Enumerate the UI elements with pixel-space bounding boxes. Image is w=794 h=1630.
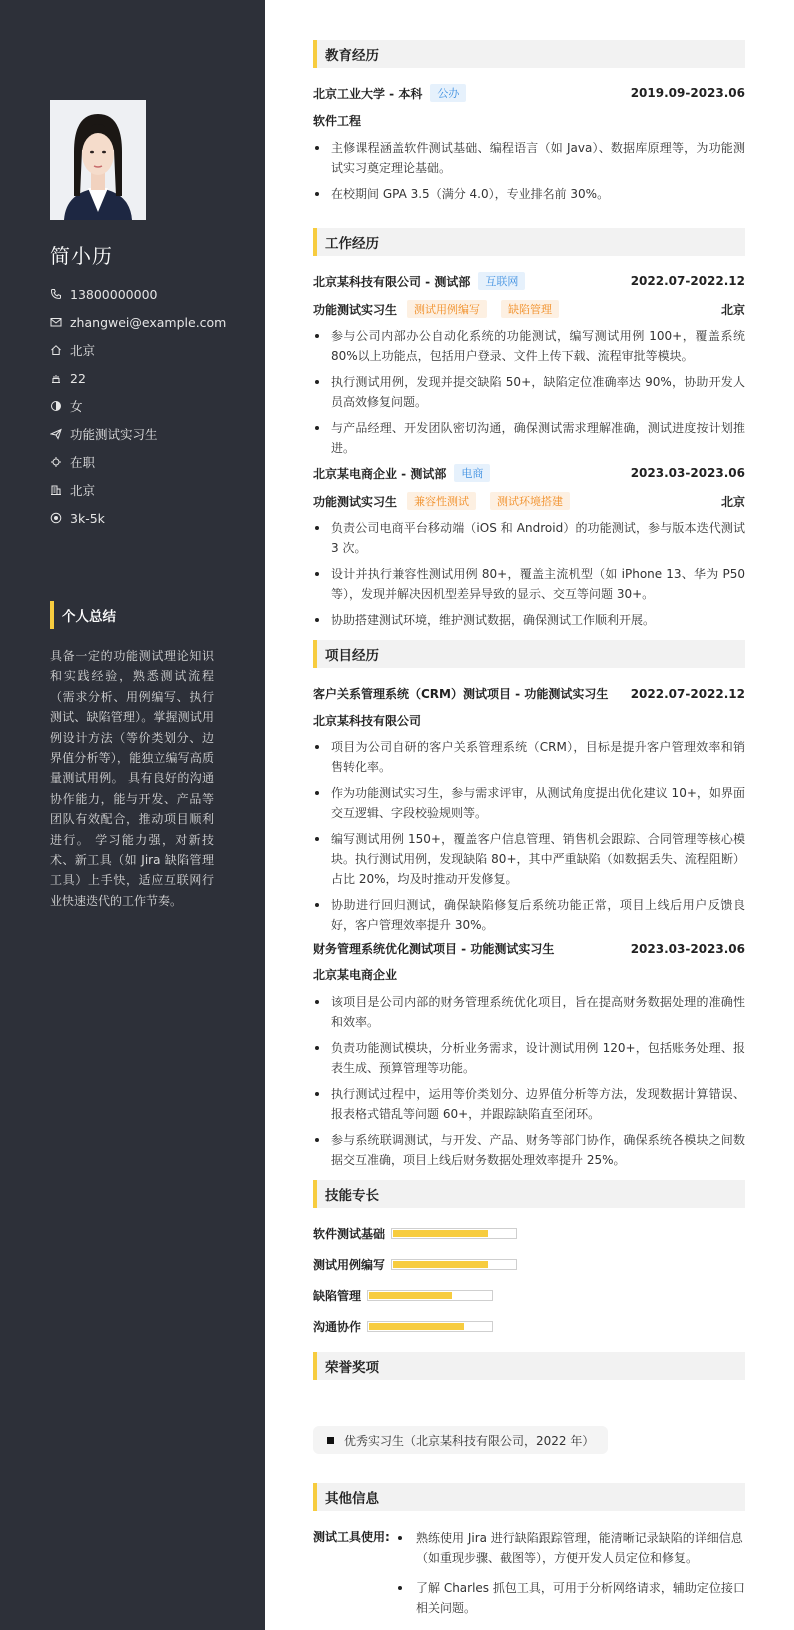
job-2-company: 北京某电商企业 - 测试部	[313, 466, 447, 481]
summary-text: 具备一定的功能测试理论知识和实践经验，熟悉测试流程（需求分析、用例编写、执行测试、缺陷管理）。掌握测试用例设计方法（等价类划分、边界值分析等），能独立编写高质量测试用例。 具有良好的沟通协作能力，能与开发、产品等团队有效配合，推动项目顺利进行。 学习能力强，对新技术、新工具（如 Jira 缺陷管理工具）上手快，适应互联网行业快速迭代的工作节奏。	[50, 649, 214, 908]
major: 软件工程	[313, 114, 362, 128]
contact-info-list	[50, 280, 250, 532]
info-salary	[50, 504, 250, 532]
city-icon	[50, 484, 62, 496]
skill-name: 沟通协作	[313, 1320, 362, 1334]
job-2-role-row	[313, 492, 745, 510]
project-1-company-row	[313, 712, 745, 729]
job-2-role: 功能测试实习生	[313, 494, 398, 509]
other-section-title: 其他信息	[313, 1483, 745, 1511]
profile-photo	[50, 100, 146, 220]
info-phone	[50, 280, 250, 308]
mail-icon	[50, 316, 62, 328]
job-2-skill-tag: 测试环境搭建	[490, 492, 570, 510]
info-position	[50, 420, 250, 448]
award-text: 优秀实习生（北京某科技有限公司，2022 年）	[344, 1433, 595, 1448]
skill-level-fill	[393, 1261, 488, 1268]
projects-section-title: 项目经历	[313, 640, 745, 668]
list-item: 主修课程涵盖软件测试基础、编程语言（如 Java）、数据库原理等，为功能测试实习奠定理论基础。	[313, 138, 745, 178]
list-item: 负责公司电商平台移动端（iOS 和 Android）的功能测试，参与版本迭代测试 3 次。	[313, 518, 745, 558]
list-item: 该项目是公司内部的财务管理系统优化项目，旨在提高财务数据处理的准确性和效率。	[313, 992, 745, 1032]
skills-section-title: 技能专长	[313, 1180, 745, 1208]
job-2-industry-tag: 电商	[454, 464, 490, 482]
project-1-date: 2022.07-2022.12	[630, 686, 745, 701]
job-1-header	[313, 272, 745, 290]
list-item: 熟练使用 Jira 进行缺陷跟踪管理，能清晰记录缺陷的详细信息（如重现步骤、截图等），方便开发人员定位和修复。	[398, 1528, 745, 1568]
skill-level-fill	[393, 1230, 488, 1237]
send-icon	[50, 428, 62, 440]
job-1-skill-tag: 缺陷管理	[501, 300, 559, 318]
tools-bullets	[398, 1528, 745, 1628]
phone-icon	[50, 288, 62, 300]
skill-level-fill	[369, 1292, 452, 1299]
skill-row	[313, 1318, 493, 1335]
email-text: zhangwei@example.com	[70, 314, 227, 330]
project-2-header	[313, 940, 745, 957]
list-item: 协助进行回归测试，确保缺陷修复后系统功能正常，项目上线后用户反馈良好，客户管理效率提升 30%。	[313, 895, 745, 935]
list-item: 了解 Charles 抓包工具，可用于分析网络请求，辅助定位接口相关问题。	[398, 1578, 745, 1618]
tools-label: 测试工具使用:	[313, 1530, 390, 1544]
info-location	[50, 336, 250, 364]
education-section-title: 教育经历	[313, 40, 745, 68]
job-1-skill-tag: 测试用例编写	[407, 300, 487, 318]
job-2-header	[313, 464, 745, 482]
location-text: 北京	[70, 343, 96, 358]
list-item: 执行测试过程中，运用等价类划分、边界值分析等方法，发现数据计算错误、报表格式错乱等问题 60+，并跟踪缺陷直至闭环。	[313, 1084, 745, 1124]
job-2-skill-tag: 兼容性测试	[407, 492, 476, 510]
honors-section-title: 荣誉奖项	[313, 1352, 745, 1380]
status-icon	[50, 456, 62, 468]
job-2-bullets	[313, 518, 745, 636]
skill-row	[313, 1225, 517, 1242]
work-section-title: 工作经历	[313, 228, 745, 256]
list-item: 与产品经理、开发团队密切沟通，确保测试需求理解准确，测试进度按计划推进。	[313, 418, 745, 458]
job-1-role-row	[313, 300, 745, 318]
education-bullets	[313, 138, 745, 210]
list-item: 协助搭建测试环境，维护测试数据，确保测试工作顺利开展。	[313, 610, 745, 630]
candidate-name: 简小历	[50, 244, 113, 268]
gender-icon	[50, 400, 62, 412]
info-age	[50, 364, 250, 392]
status-text: 在职	[70, 455, 96, 470]
list-item: 执行测试用例，发现并提交缺陷 50+，缺陷定位准确率达 90%，协助开发人员高效修复问题。	[313, 372, 745, 412]
phone-text: 13800000000	[70, 286, 158, 302]
job-1-company: 北京某科技有限公司 - 测试部	[313, 274, 471, 289]
home-icon	[50, 344, 62, 356]
project-2-bullets	[313, 992, 745, 1176]
job-1-date: 2022.07-2022.12	[630, 274, 745, 288]
age-text: 22	[70, 370, 86, 386]
job-1-bullets	[313, 326, 745, 464]
skill-name: 测试用例编写	[313, 1258, 386, 1272]
skill-bar	[391, 1228, 517, 1239]
sidebar	[0, 0, 265, 1630]
skill-name: 缺陷管理	[313, 1289, 362, 1303]
list-item: 编写测试用例 150+，覆盖客户信息管理、销售机会跟踪、合同管理等核心模块。执行测试用例，发现缺陷 80+，其中严重缺陷（如数据丢失、流程阻断）占比 20%，均及时推动开发修复。	[313, 829, 745, 889]
project-1-bullets	[313, 737, 745, 941]
age-icon	[50, 372, 62, 384]
job-2-date: 2023.03-2023.06	[630, 466, 745, 480]
info-gender	[50, 392, 250, 420]
project-2-company-row	[313, 966, 745, 983]
skill-row	[313, 1256, 517, 1273]
list-item: 在校期间 GPA 3.5（满分 4.0），专业排名前 30%。	[313, 184, 745, 204]
salary-text: 3k-5k	[70, 510, 105, 526]
skill-name: 软件测试基础	[313, 1227, 386, 1241]
info-status	[50, 448, 250, 476]
list-item: 参与系统联调测试，与开发、产品、财务等部门协作，确保系统各模块之间数据交互准确，项目上线后财务数据处理效率提升 25%。	[313, 1130, 745, 1170]
skill-row	[313, 1287, 493, 1304]
list-item: 项目为公司自研的客户关系管理系统（CRM），目标是提升客户管理效率和销售转化率。	[313, 737, 745, 777]
list-item: 作为功能测试实习生，参与需求评审，从测试角度提出优化建议 10+，如界面交互逻辑、字段校验规则等。	[313, 783, 745, 823]
project-1-header	[313, 685, 745, 702]
skill-bar	[391, 1259, 517, 1270]
project-2-date: 2023.03-2023.06	[630, 941, 745, 956]
skill-bar	[367, 1290, 493, 1301]
city-text: 北京	[70, 483, 96, 498]
education-date: 2019.09-2023.06	[630, 86, 745, 100]
education-header	[313, 84, 745, 102]
award-item	[313, 1426, 608, 1454]
info-city	[50, 476, 250, 504]
job-1-city: 北京	[720, 302, 745, 317]
school-name: 北京工业大学 - 本科	[313, 86, 423, 101]
project-2-name: 财务管理系统优化测试项目 - 功能测试实习生	[313, 942, 555, 956]
position-text: 功能测试实习生	[70, 427, 158, 442]
job-2-city: 北京	[720, 494, 745, 509]
skill-bar	[367, 1321, 493, 1332]
job-1-role: 功能测试实习生	[313, 302, 398, 317]
gender-text: 女	[70, 399, 83, 414]
project-2-company: 北京某电商企业	[313, 968, 398, 982]
job-1-industry-tag: 互联网	[478, 272, 525, 290]
summary-title: 个人总结	[50, 601, 116, 629]
list-item: 设计并执行兼容性测试用例 80+，覆盖主流机型（如 iPhone 13、华为 P50 等），发现并解决因机型差异导致的显示、交互等问题 30+。	[313, 564, 745, 604]
salary-icon	[50, 512, 62, 524]
list-item: 负责功能测试模块，分析业务需求，设计测试用例 120+，包括账务处理、报表生成、预算管理等功能。	[313, 1038, 745, 1078]
list-item: 参与公司内部办公自动化系统的功能测试，编写测试用例 100+，覆盖系统 80%以上功能点，包括用户登录、文件上传下载、流程审批等模块。	[313, 326, 745, 366]
project-1-company: 北京某科技有限公司	[313, 714, 422, 728]
major-row	[313, 112, 745, 129]
info-email	[50, 308, 250, 336]
project-1-name: 客户关系管理系统（CRM）测试项目 - 功能测试实习生	[313, 687, 609, 701]
square-bullet-icon	[327, 1437, 334, 1444]
school-tag: 公办	[430, 84, 466, 102]
skill-level-fill	[369, 1323, 464, 1330]
